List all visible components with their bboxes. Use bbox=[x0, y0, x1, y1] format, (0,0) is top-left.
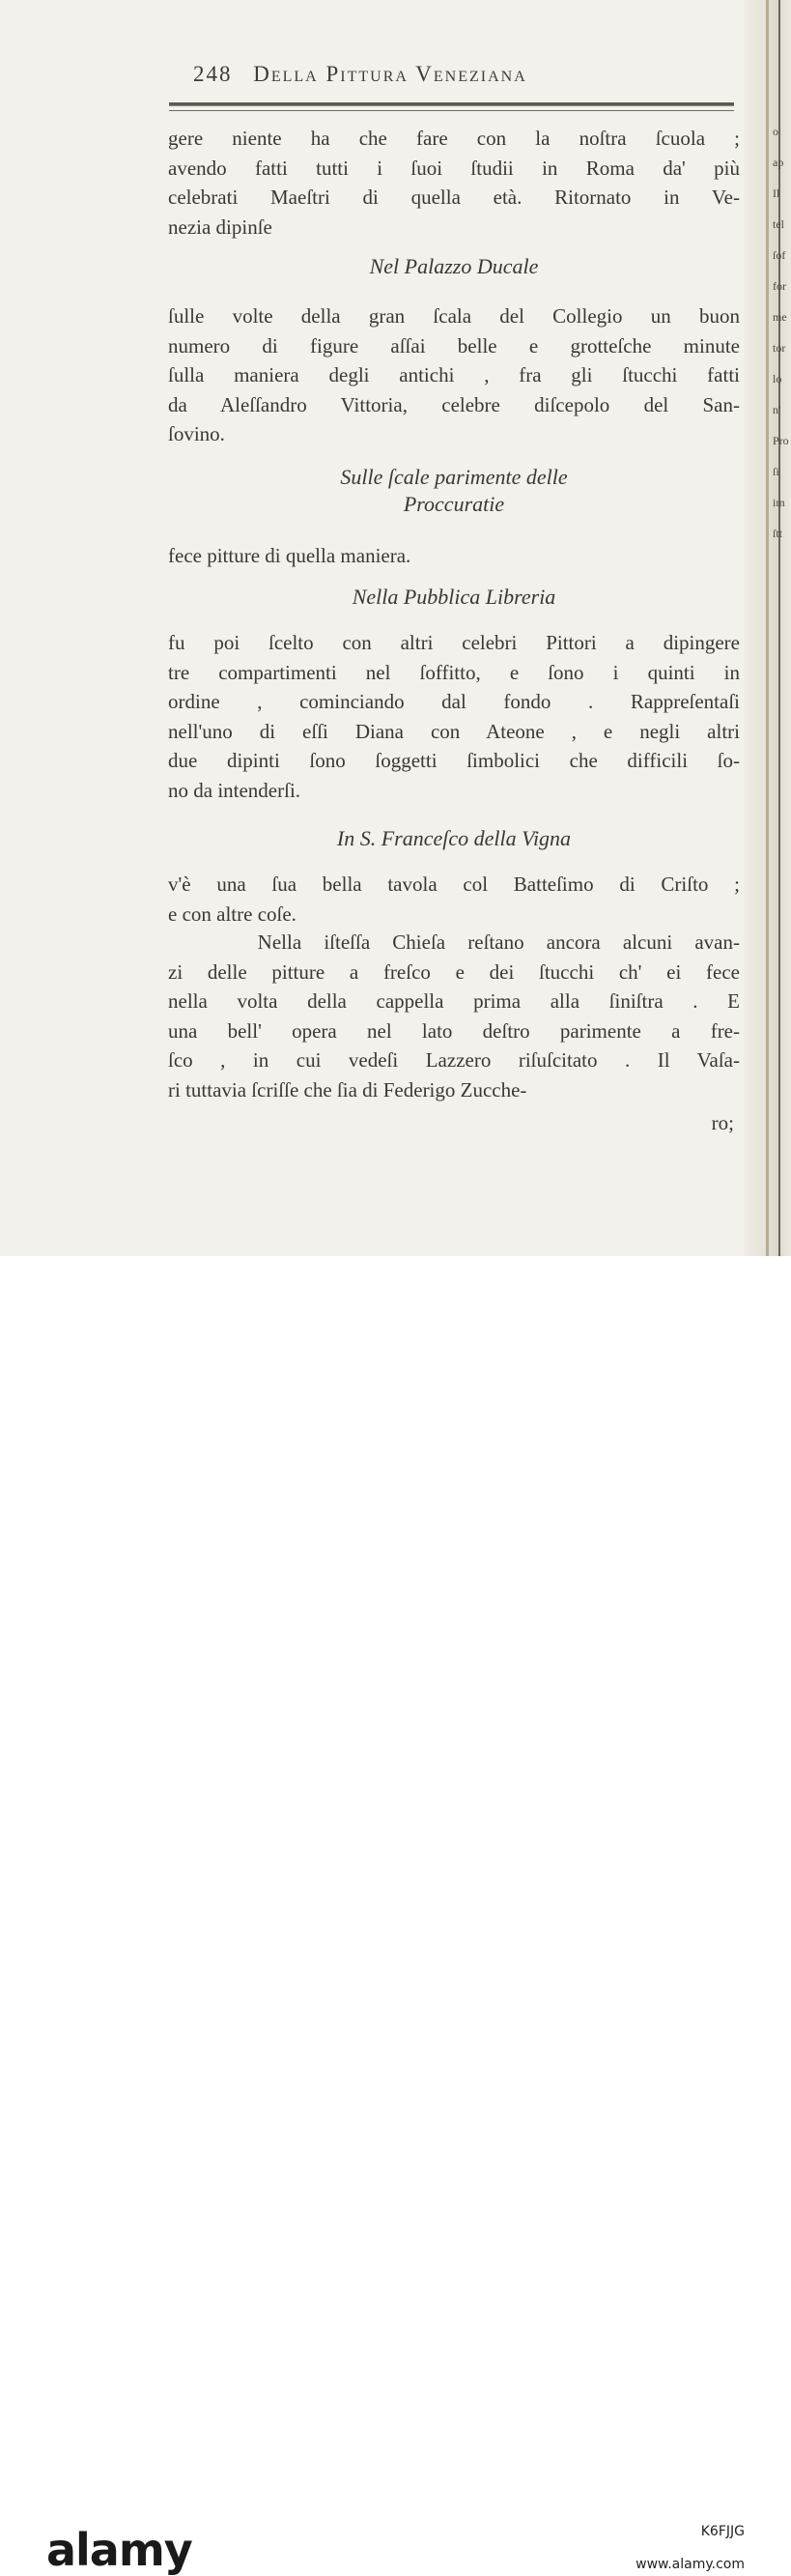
text-line: gere niente ha che fare con la noſtra ſcuola ; bbox=[168, 127, 740, 150]
text-line: Sulle ſcale parimente delle bbox=[340, 465, 568, 489]
paragraph bbox=[168, 928, 740, 1104]
text-line: no da intenderſi. bbox=[168, 778, 301, 802]
head-rule-thin bbox=[169, 110, 734, 111]
facing-page-fragment: Il bbox=[773, 186, 780, 200]
text-line: tre compartimenti nel ſoffitto, e ſono i quinti in bbox=[168, 660, 740, 684]
text-line: ſovino. bbox=[168, 422, 225, 445]
facing-page-fragment: ſi bbox=[773, 465, 779, 478]
catchword: ro; bbox=[711, 1111, 734, 1134]
text-line: una bell' opera nel lato deſtro parimente a fre- bbox=[168, 1018, 740, 1043]
paragraph bbox=[168, 124, 740, 242]
text-line: da Aleſſandro Vittoria, celebre diſcepolo del San- bbox=[168, 392, 740, 416]
paragraph bbox=[168, 301, 740, 449]
text-line: Nella iſteſſa Chieſa reſtano ancora alcuni avan- bbox=[168, 930, 740, 954]
watermark-image-id: K6FJJG bbox=[700, 2524, 745, 2539]
text-line: ſulle volte della gran ſcala del Collegio un buon bbox=[168, 304, 740, 328]
facing-page-fragment: ap bbox=[773, 156, 784, 169]
text-line: Nella Pubblica Libreria bbox=[352, 585, 556, 609]
text-line: nezia dipinſe bbox=[168, 215, 272, 239]
text-line: ordine , cominciando dal fondo . Rappreſentaſi bbox=[168, 690, 740, 713]
watermark-logo: alamy bbox=[46, 2524, 192, 2576]
section-heading bbox=[168, 253, 740, 280]
text-line: numero di figure aſſai belle e grotteſche minute bbox=[168, 333, 740, 358]
facing-page-fragment: n' bbox=[773, 403, 781, 416]
text-line: zi delle pitture a freſco e dei ſtucchi ch' ei fece bbox=[168, 959, 740, 984]
facing-page-fragment: for bbox=[773, 279, 786, 293]
text-line: nell'uno di eſſi Diana con Ateone , e negli altri bbox=[168, 719, 740, 743]
text-line: ri tuttavia ſcriſſe che ſia di Federigo Zucche- bbox=[168, 1077, 527, 1102]
text-line: nella volta della cappella prima alla ſiniſtra . E bbox=[168, 989, 740, 1013]
text-line: v'è una ſua bella tavola col Batteſimo di Criſto ; bbox=[168, 873, 740, 896]
text-line: avendo fatti tutti i ſuoi ſtudii in Roma da' più bbox=[168, 156, 740, 180]
head-rule bbox=[169, 102, 734, 106]
text-line: e con altre coſe. bbox=[168, 902, 297, 926]
text-line: Nel Palazzo Ducale bbox=[369, 254, 539, 278]
facing-page-fragment: o bbox=[773, 125, 778, 138]
watermark-banner bbox=[0, 1256, 791, 2576]
section-heading bbox=[168, 825, 740, 852]
text-line: ſco , in cui vedeſi Lazzero riſuſcitato . Il Vaſa- bbox=[168, 1048, 740, 1072]
paragraph bbox=[168, 870, 740, 929]
facing-page-fragment: me bbox=[773, 310, 787, 324]
facing-page-fragment: tel bbox=[773, 217, 784, 231]
text-line: due dipinti ſono ſoggetti ſimbolici che difficili ſo- bbox=[168, 749, 740, 772]
facing-page-fragments bbox=[773, 116, 791, 549]
facing-page-fragment: Pro bbox=[773, 434, 789, 447]
page-number: 248 bbox=[193, 62, 233, 86]
book-page bbox=[0, 0, 791, 1256]
paragraph bbox=[168, 541, 740, 571]
binding-shadow bbox=[766, 0, 769, 1256]
running-head bbox=[193, 62, 734, 87]
text-line: Proccuratie bbox=[403, 492, 505, 516]
facing-page-fragment: tor bbox=[773, 341, 786, 355]
facing-page-fragment: im bbox=[773, 496, 785, 509]
section-heading bbox=[168, 464, 740, 518]
section-heading bbox=[168, 584, 740, 611]
facing-page-fragment: ſof bbox=[773, 248, 786, 262]
text-line: ſulla maniera degli antichi , fra gli ſtucchi fatti bbox=[168, 363, 740, 386]
text-line: fu poi ſcelto con altri celebri Pittori a dipingere bbox=[168, 631, 740, 654]
running-head-title: Della Pittura Veneziana bbox=[253, 62, 527, 86]
facing-page-fragment: ſtt bbox=[773, 527, 783, 540]
watermark-site: www.alamy.com bbox=[636, 2557, 745, 2572]
text-line: In S. Franceſco della Vigna bbox=[336, 826, 572, 850]
text-line: fece pitture di quella maniera. bbox=[168, 544, 411, 567]
paragraph bbox=[168, 628, 740, 805]
text-line: celebrati Maeſtri di quella età. Ritornato in Ve- bbox=[168, 186, 740, 209]
facing-page-fragment: lo bbox=[773, 372, 782, 386]
